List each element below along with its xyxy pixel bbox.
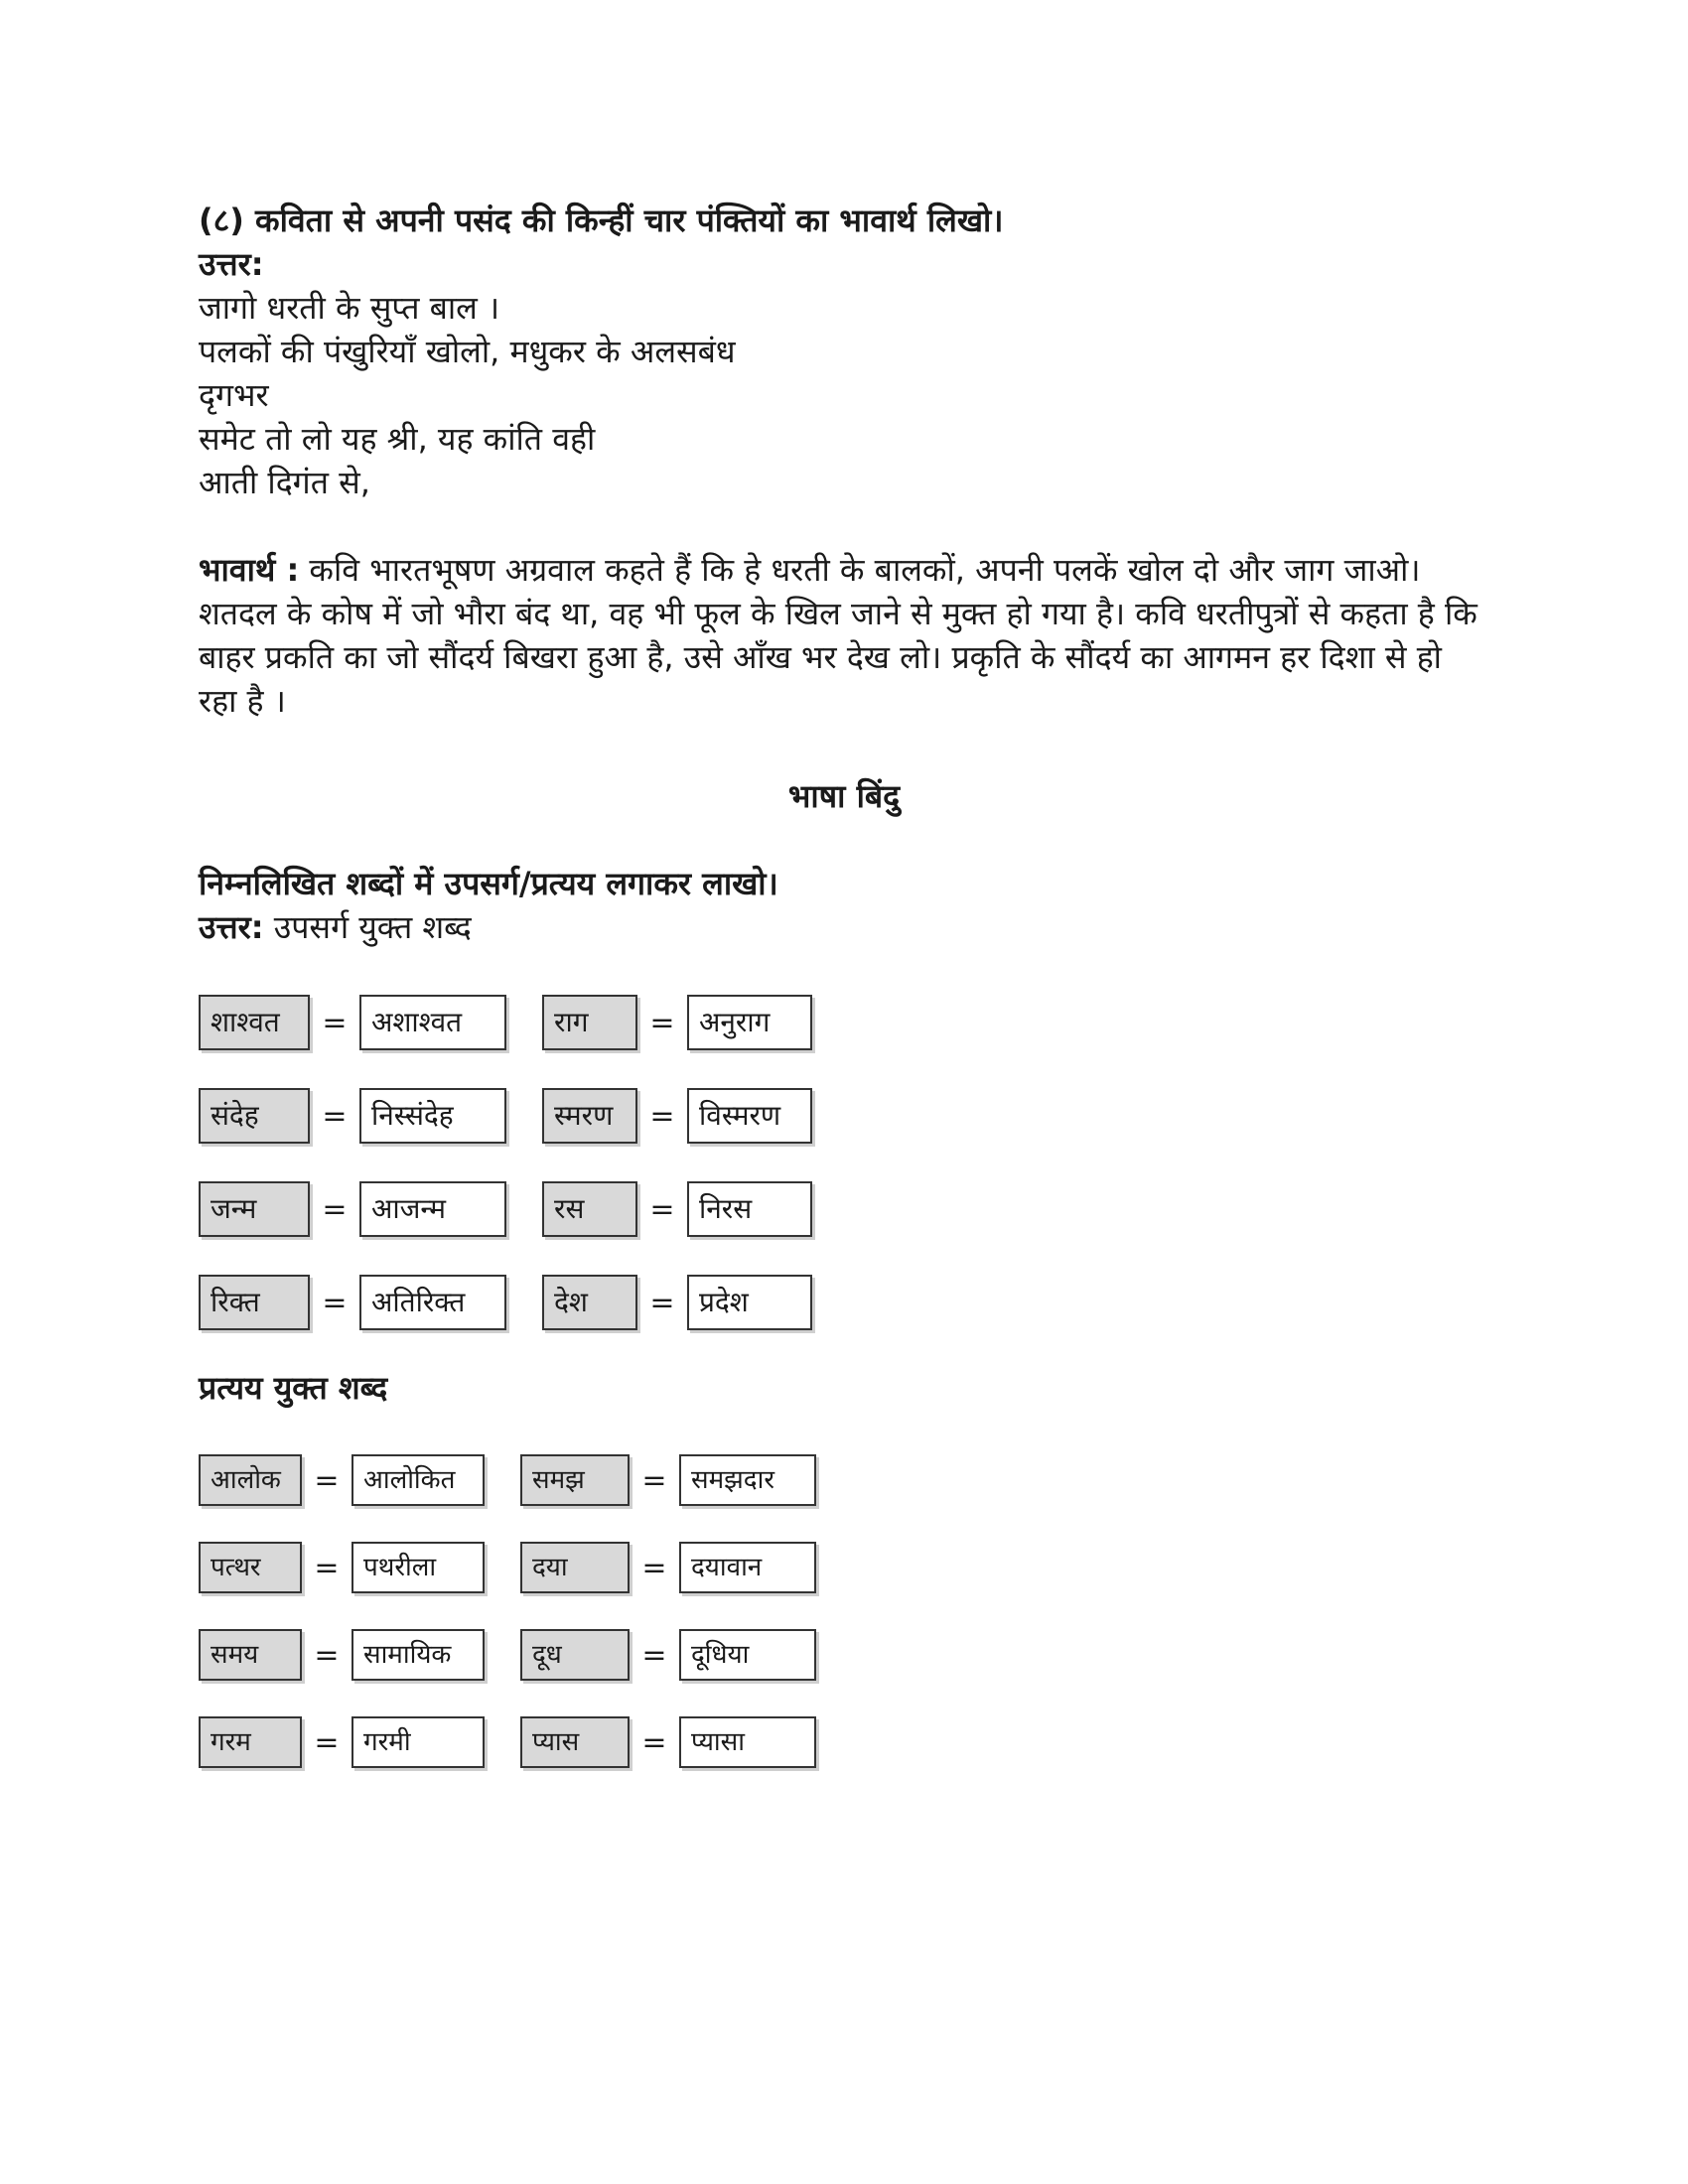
result-word-box: प्रदेश <box>687 1275 812 1330</box>
base-word-box: शाश्वत <box>199 995 310 1050</box>
poem-block <box>199 286 1489 504</box>
base-word-box: रिक्त <box>199 1275 310 1330</box>
base-word-box: दया <box>520 1542 630 1593</box>
question-heading: (८) कविता से अपनी पसंद की किन्हीं चार पंक्तियों का भावार्थ लिखो। <box>199 202 1004 239</box>
equals-sign: = <box>649 1285 675 1320</box>
base-word-box: पत्थर <box>199 1542 302 1593</box>
pratyay-heading: प्रत्यय युक्त शब्द <box>199 1369 388 1407</box>
result-word-box: सामायिक <box>352 1629 485 1681</box>
equals-sign: = <box>649 1191 675 1227</box>
poem-line: आती दिगंत से, <box>199 464 370 501</box>
equals-sign: = <box>322 1285 348 1320</box>
result-word-box: दयावान <box>679 1542 816 1593</box>
equals-sign: = <box>314 1724 340 1760</box>
base-word-box: गरम <box>199 1716 302 1768</box>
question2-heading: निम्नलिखित शब्दों में उपसर्ग/प्रत्यय लगाकर लाखो। <box>199 865 778 902</box>
word-row <box>199 1715 1489 1769</box>
result-word-box: आजन्म <box>359 1181 506 1237</box>
answer-label: उत्तर: <box>199 245 264 283</box>
word-row <box>199 993 1489 1052</box>
bhavarth-text: कवि भारतभूषण अग्रवाल कहते हैं कि हे धरती के बालकों, अपनी पलकें खोल दो और जाग जाओ। शतदल के कोष में जो भौरा बंद था, वह भी फूल के खिल जाने से मुक्त हो गया है। कवि धरतीपुत्रों से कहता है कि बाहर प्रकति का जो सौंदर्य बिखरा हुआ है, उसे आँख भर देख लो। प्रकृति के सौंदर्य का आगमन हर दिशा से हो रहा है । <box>199 551 1477 720</box>
section-title: भाषा बिंदु <box>787 777 901 815</box>
equals-sign: = <box>322 1098 348 1134</box>
base-word-box: स्मरण <box>542 1088 637 1144</box>
result-word-box: विस्मरण <box>687 1088 812 1144</box>
base-word-box: समय <box>199 1629 302 1681</box>
equals-sign: = <box>314 1550 340 1585</box>
result-word-box: प्यासा <box>679 1716 816 1768</box>
result-word-box: अनुराग <box>687 995 812 1050</box>
equals-sign: = <box>322 1191 348 1227</box>
pratyay-grid <box>199 1453 1489 1769</box>
equals-sign: = <box>641 1637 667 1673</box>
result-word-box: अशाश्वत <box>359 995 506 1050</box>
result-word-box: आलोकित <box>352 1454 485 1506</box>
result-word-box: दूधिया <box>679 1629 816 1681</box>
equals-sign: = <box>322 1005 348 1040</box>
result-word-box: अतिरिक्त <box>359 1275 506 1330</box>
poem-line: पलकों की पंखुरियाँ खोलो, मधुकर के अलसबंध <box>199 333 736 370</box>
word-row <box>199 1179 1489 1239</box>
equals-sign: = <box>314 1637 340 1673</box>
result-word-box: समझदार <box>679 1454 816 1506</box>
equals-sign: = <box>649 1098 675 1134</box>
word-row <box>199 1541 1489 1594</box>
answer2-line <box>199 905 1489 949</box>
base-word-box: आलोक <box>199 1454 302 1506</box>
poem-line: समेट तो लो यह श्री, यह कांति वही <box>199 420 596 458</box>
base-word-box: संदेह <box>199 1088 310 1144</box>
equals-sign: = <box>641 1724 667 1760</box>
base-word-box: प्यास <box>520 1716 630 1768</box>
poem-line: जागो धरती के सुप्त बाल । <box>199 289 500 327</box>
result-word-box: निरस <box>687 1181 812 1237</box>
answer2-text: उपसर्ग युक्त शब्द <box>263 908 472 946</box>
equals-sign: = <box>314 1462 340 1498</box>
result-word-box: पथरीला <box>352 1542 485 1593</box>
result-word-box: निस्संदेह <box>359 1088 506 1144</box>
base-word-box: राग <box>542 995 637 1050</box>
result-word-box: गरमी <box>352 1716 485 1768</box>
equals-sign: = <box>649 1005 675 1040</box>
base-word-box: जन्म <box>199 1181 310 1237</box>
word-row <box>199 1086 1489 1146</box>
poem-line: दृगभर <box>199 376 269 414</box>
base-word-box: देश <box>542 1275 637 1330</box>
equals-sign: = <box>641 1462 667 1498</box>
document-page <box>199 199 1489 1803</box>
bhavarth-paragraph <box>199 548 1489 723</box>
base-word-box: दूध <box>520 1629 630 1681</box>
upsarg-grid <box>199 993 1489 1332</box>
base-word-box: रस <box>542 1181 637 1237</box>
bhavarth-label: भावार्थ : <box>199 551 300 589</box>
equals-sign: = <box>641 1550 667 1585</box>
word-row <box>199 1628 1489 1682</box>
word-row <box>199 1453 1489 1507</box>
base-word-box: समझ <box>520 1454 630 1506</box>
answer2-label: उत्तर: <box>199 908 264 946</box>
word-row <box>199 1273 1489 1332</box>
